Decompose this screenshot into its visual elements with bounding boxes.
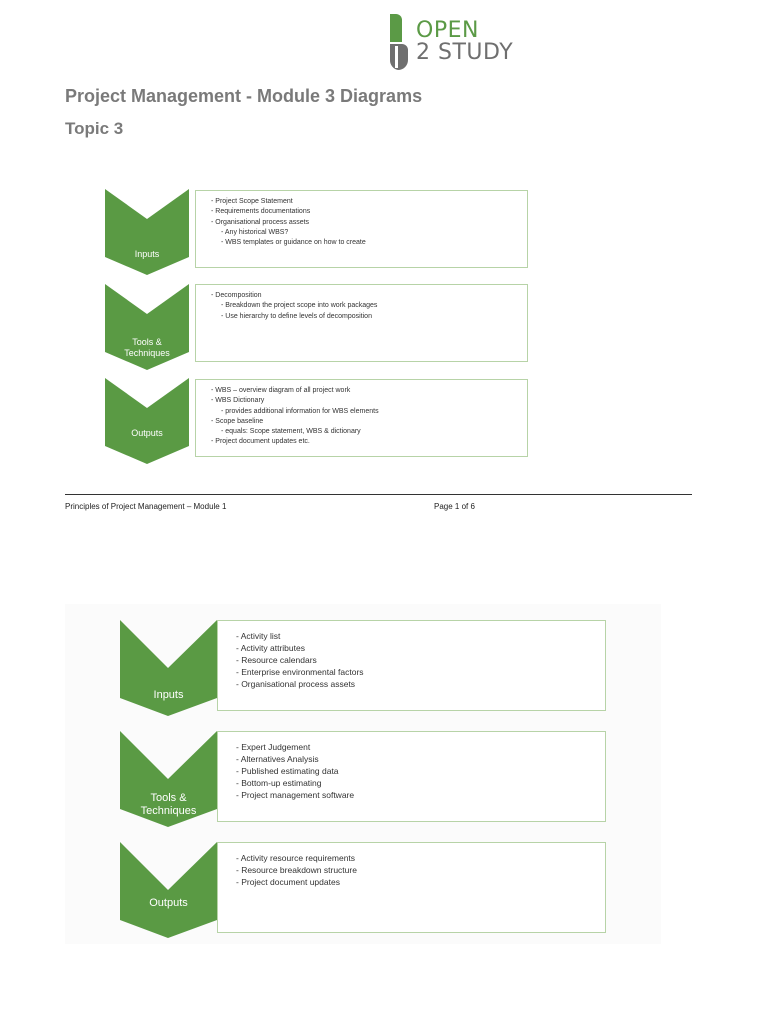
list-item: - Organisational process assets bbox=[211, 218, 310, 226]
stage-text-box bbox=[195, 379, 528, 457]
stage-label bbox=[120, 792, 217, 818]
stage-label-line: Tools & bbox=[132, 337, 162, 347]
list-item: - Resource calendars bbox=[236, 655, 317, 665]
stage-label bbox=[120, 897, 217, 910]
logo-text-study: 2 STUDY bbox=[416, 40, 514, 65]
stage-outputs bbox=[105, 378, 537, 464]
page-title: Project Management - Module 3 Diagrams bbox=[65, 86, 423, 106]
stage-label-line: Outputs bbox=[131, 428, 163, 438]
list-item: - provides additional information for WBS elements bbox=[221, 407, 379, 415]
stage-inputs bbox=[65, 620, 661, 716]
list-item: - Activity resource requirements bbox=[236, 853, 356, 863]
list-item: - Breakdown the project scope into work packages bbox=[221, 302, 378, 310]
stage-label bbox=[120, 689, 217, 702]
list-item: - Scope baseline bbox=[211, 417, 264, 425]
stage-inputs bbox=[105, 189, 537, 275]
chevron-shape bbox=[120, 842, 217, 938]
list-item: - Requirements documentations bbox=[211, 208, 311, 216]
open2study-logo-icon bbox=[386, 12, 410, 72]
stage-tools-techniques bbox=[105, 284, 537, 370]
process-diagram-1 bbox=[105, 182, 537, 470]
list-item: - Project document updates bbox=[236, 877, 340, 887]
stage-label-line: Techniques bbox=[140, 805, 197, 818]
stage-text-box bbox=[195, 190, 528, 268]
chevron-shape bbox=[105, 189, 189, 275]
list-item: - Activity list bbox=[236, 631, 281, 641]
stage-label-line: Inputs bbox=[153, 689, 184, 701]
list-item: - Activity attributes bbox=[236, 643, 305, 653]
stage-label-line: Outputs bbox=[149, 897, 188, 909]
stage-label bbox=[105, 428, 189, 439]
stage-label bbox=[105, 249, 189, 260]
stage-label-line: Techniques bbox=[124, 347, 170, 358]
list-item: - Resource breakdown structure bbox=[236, 865, 357, 875]
list-item: - equals: Scope statement, WBS & dictionary bbox=[221, 428, 361, 436]
stage-label-line: Tools & bbox=[150, 792, 187, 804]
stage-label-line: Inputs bbox=[134, 249, 160, 259]
list-item: - Bottom-up estimating bbox=[236, 778, 322, 788]
list-item: - Use hierarchy to define levels of decomposition bbox=[221, 312, 372, 320]
list-item: - Alternatives Analysis bbox=[236, 754, 319, 764]
open2study-logo bbox=[386, 12, 516, 72]
footer-divider bbox=[65, 494, 692, 495]
list-item: - Decomposition bbox=[211, 292, 262, 299]
footer-page-number: Page 1 of 6 bbox=[434, 502, 475, 511]
process-diagram-2 bbox=[65, 604, 661, 944]
list-item: - Expert Judgement bbox=[236, 742, 311, 752]
stage-tools-techniques bbox=[65, 731, 661, 827]
stage-outputs bbox=[65, 842, 661, 938]
chevron-shape bbox=[105, 378, 189, 464]
logo-text-open: OPEN bbox=[416, 18, 479, 43]
list-item: - Project document updates etc. bbox=[211, 438, 310, 446]
stage-text-box bbox=[217, 842, 606, 933]
list-item: - Published estimating data bbox=[236, 766, 339, 776]
list-item: - WBS Dictionary bbox=[211, 397, 265, 405]
page-subtitle: Topic 3 bbox=[65, 119, 124, 138]
stage-text-box bbox=[217, 731, 606, 822]
list-item: - Enterprise environmental factors bbox=[236, 667, 364, 677]
list-item: - WBS – overview diagram of all project work bbox=[211, 387, 351, 394]
stage-text-box bbox=[217, 620, 606, 711]
stage-label bbox=[105, 337, 189, 359]
list-item: - WBS templates or guidance on how to create bbox=[221, 239, 366, 247]
list-item: - Project management software bbox=[236, 790, 355, 800]
stage-text-box bbox=[195, 284, 528, 362]
list-item: - Project Scope Statement bbox=[211, 198, 293, 205]
list-item: - Organisational process assets bbox=[236, 679, 356, 689]
list-item: - Any historical WBS? bbox=[221, 228, 289, 236]
footer-course-name: Principles of Project Management – Module 1 bbox=[65, 502, 227, 511]
